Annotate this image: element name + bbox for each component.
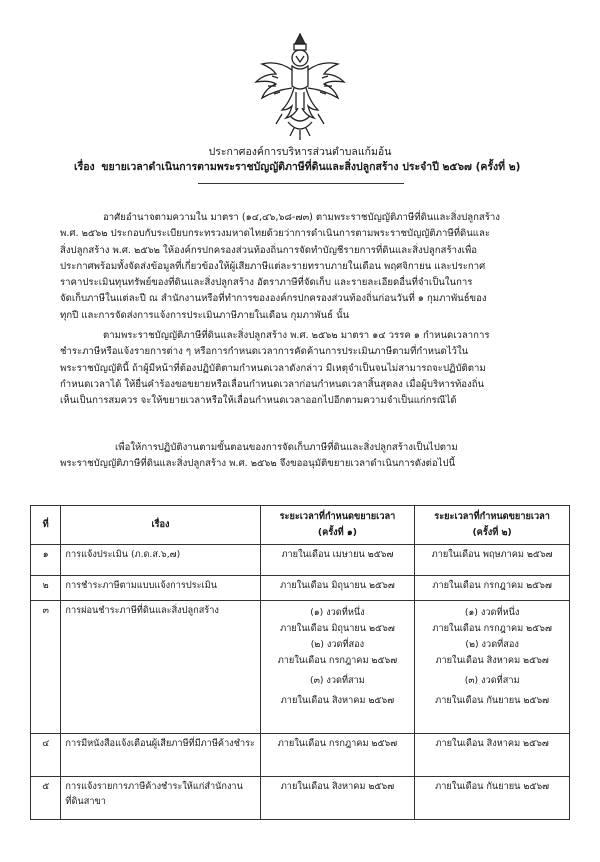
paragraph-line: พ.ศ. ๒๕๖๒ ประกอบกับระเบียบกระทรวงมหาดไทยด้วยว่าการดำเนินการตามพระราชบัญญัติภาษีที่ดินและ: [60, 228, 491, 240]
installment-date: ภายในเดือน สิงหาคม ๒๕๖๗: [280, 695, 395, 706]
header-deadline-2-label: ระยะเวลาที่กำหนดขยายเวลา: [434, 511, 550, 522]
paragraph-act: [60, 328, 556, 409]
header-deadline-2: [415, 506, 570, 545]
header-deadline-1-round: (ครั้งที่ ๑): [317, 527, 357, 538]
paragraph-line: ตามพระราชบัญญัติภาษีที่ดินและสิ่งปลูกสร้าง พ.ศ. ๒๕๖๒ มาตรา ๑๔ วรรค ๑ กำหนดเวลาการ: [103, 330, 490, 341]
row-no: ๔: [31, 734, 61, 777]
garuda-emblem-icon: [252, 30, 348, 142]
row-deadline-2: ภายในเดือน พฤษภาคม ๒๕๖๗: [415, 545, 570, 576]
table-row: [31, 545, 570, 576]
row-no: ๑: [31, 545, 61, 576]
installment-label: (๓) งวดที่สาม: [464, 675, 520, 686]
row-deadline-2: ภายในเดือน สิงหาคม ๒๕๖๗: [415, 734, 570, 777]
row-deadline-1: ภายในเดือน สิงหาคม ๒๕๖๗: [260, 777, 415, 820]
paragraph-line: ชำระภาษีหรือแจ้งรายการต่าง ๆ หรือการกำหนดเวลาการคัดค้านการประเมินภาษีตามที่กำหนดไว้ใน: [60, 346, 469, 358]
installment-label: (๒) งวดที่สอง: [310, 639, 365, 650]
row-no: ๒: [31, 576, 61, 601]
separator-line: [198, 183, 404, 184]
header-deadline-2-round: (ครั้งที่ ๒): [472, 527, 512, 538]
header-deadline-1: [260, 506, 415, 545]
paragraph-line: ประกาศพร้อมทั้งจัดส่งข้อมูลที่เกี่ยวข้องให้ผู้เสียภาษีแต่ละรายทราบภายในเดือน พฤศจิกายน และประกาศ: [60, 260, 486, 272]
installment-date: ภายในเดือน สิงหาคม ๒๕๖๗: [435, 655, 549, 666]
installment-label: (๑) งวดที่หนึ่ง: [464, 607, 520, 618]
table-row: [31, 576, 570, 601]
row-deadline-2: ภายในเดือน กรกฎาคม ๒๕๖๗: [415, 576, 570, 601]
row-topic: การแจ้งรายการภาษีค้างชำระให้แก่สำนักงานที่ดินสาขา: [61, 777, 260, 820]
row-deadline-1: ภายในเดือน เมษายน ๒๕๖๗: [260, 545, 415, 576]
paragraph-line: พระราชบัญญัติภาษีที่ดินและสิ่งปลูกสร้าง พ.ศ. ๒๕๖๒ จึงขออนุมัติขยายเวลาดำเนินการดังต่อไปนี้: [60, 458, 456, 470]
installment-label: (๒) งวดที่สอง: [465, 639, 519, 650]
paragraph-line: เห็นเป็นการสมควร จะให้ขยายเวลาหรือให้เลื่อนกำหนดเวลาออกไปอีกตามความจำเป็นแก่กรณีได้: [60, 395, 457, 407]
paragraph-line: ราคาประเมินทุนทรัพย์ของที่ดินและสิ่งปลูกสร้าง อัตราภาษีที่จัดเก็บ และรายละเอียดอื่นที่จำเป็นในการ: [60, 277, 473, 289]
row-no: ๓: [31, 601, 61, 734]
installment-label: (๓) งวดที่สาม: [310, 675, 365, 686]
paragraph-line: เพื่อให้การปฏิบัติงานตามขั้นตอนของการจัดเก็บภาษีที่ดินและสิ่งปลูกสร้างเป็นไปตาม: [115, 442, 458, 453]
row-deadline-1: ภายในเดือน มิถุนายน ๒๕๖๗: [260, 576, 415, 601]
paragraph-purpose: [60, 440, 556, 473]
row-deadline-2: ภายในเดือน กันยายน ๒๕๖๗: [415, 777, 570, 820]
header-no: ที่: [31, 506, 61, 545]
subject-label: เรื่อง: [74, 161, 95, 173]
header-topic: เรื่อง: [61, 506, 260, 545]
installment-date: ภายในเดือน กันยายน ๒๕๖๗: [435, 695, 550, 706]
installment-label: (๑) งวดที่หนึ่ง: [310, 607, 365, 618]
announcement-subject: [74, 160, 594, 174]
announcement-title: ประกาศองค์การบริหารส่วนตำบลแก้มอ้น: [208, 146, 392, 158]
row-topic: การชำระภาษีตามแบบแจ้งการประเมิน: [61, 576, 260, 601]
row-deadline-1: [260, 601, 415, 734]
paragraph-line: อาศัยอำนาจตามความใน มาตรา (๑๔,๔๖,๖๘-๗๓) ตามพระราชบัญญัติภาษีที่ดินและสิ่งปลูกสร้าง: [103, 212, 500, 223]
installment-date: ภายในเดือน กรกฎาคม ๒๕๖๗: [432, 623, 552, 634]
table-header-row: [31, 506, 570, 545]
table-row: [31, 777, 570, 820]
row-topic: การผ่อนชำระภาษีที่ดินและสิ่งปลูกสร้าง: [61, 601, 260, 734]
row-no: ๕: [31, 777, 61, 820]
row-topic: การมีหนังสือแจ้งเตือนผู้เสียภาษีที่มีภาษีค้างชำระ: [61, 734, 260, 777]
header-deadline-1-label: ระยะเวลาที่กำหนดขยายเวลา: [279, 511, 396, 522]
installment-date: ภายในเดือน มิถุนายน ๒๕๖๗: [280, 623, 395, 634]
table-row: [31, 601, 570, 734]
installment-date: ภายในเดือน กรกฎาคม ๒๕๖๗: [277, 655, 398, 666]
paragraph-line: ทุกปี และการจัดส่งการแจ้งการประเมินภาษีภายในเดือน กุมภาพันธ์ นั้น: [60, 309, 350, 321]
paragraph-line: จัดเก็บภาษีในแต่ละปี ณ สำนักงานหรือที่ทำการขององค์กรปกครองส่วนท้องถิ่นก่อนวันที่ ๑ กุมภาพันธ์ของ: [60, 293, 487, 305]
paragraph-authority: [60, 210, 556, 324]
paragraph-line: กำหนดเวลาได้ ให้ยื่นคำร้องขอขยายหรือเลื่อนกำหนดเวลาก่อนกำหนดเวลาสิ้นสุดลง เมื่อผู้บริหารท้องถิ่น: [60, 378, 485, 390]
table-row: [31, 734, 570, 777]
row-deadline-2: [415, 601, 570, 734]
subject-text: ขยายเวลาดำเนินการตามพระราชบัญญัติภาษีที่ดินและสิ่งปลูกสร้าง ประจำปี ๒๕๖๗ (ครั้งที่ ๒): [101, 161, 521, 173]
row-deadline-1: ภายในเดือน กรกฎาคม ๒๕๖๗: [260, 734, 415, 777]
row-topic: การแจ้งประเมิน (ภ.ด.ส.๖,๗): [61, 545, 260, 576]
paragraph-line: สิ่งปลูกสร้าง พ.ศ. ๒๕๖๒ ให้องค์กรปกครองส่วนท้องถิ่นการจัดทำบัญชีรายการที่ดินและสิ่งปลูกสร้างเพื่อ: [60, 244, 478, 256]
extension-schedule-table: [30, 505, 570, 820]
paragraph-line: พระราชบัญญัตินี้ ถ้าผู้มีหน้าที่ต้องปฏิบัติตามกำหนดเวลาดังกล่าว มีเหตุจำเป็นจนไม่สามารถจะปฏิบัติตาม: [60, 362, 486, 374]
